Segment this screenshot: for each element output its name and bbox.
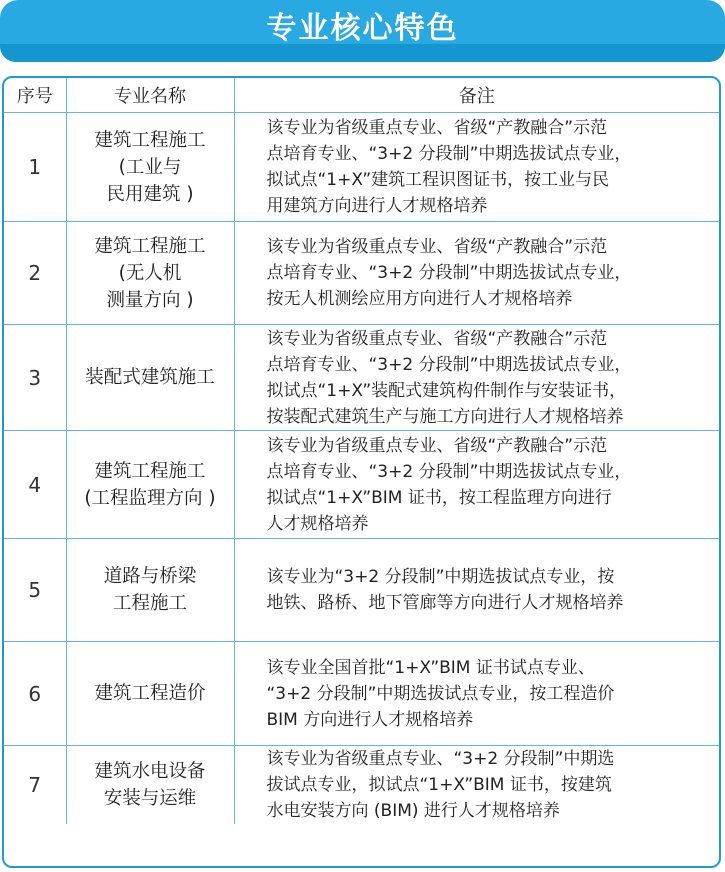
major-name-line: 工程施工 (112, 593, 187, 614)
majors-table-frame (2, 76, 721, 868)
header-index: 序号 (4, 78, 66, 113)
row-note (234, 539, 719, 642)
row-note (234, 746, 719, 825)
note-line: 点培育专业、“3+2 分段制”中期选拔试点专业， (266, 144, 632, 164)
banner-title: 专业核心特色 (266, 11, 459, 46)
note-line: 点培育专业、“3+2 分段制”中期选拔试点专业， (266, 263, 632, 283)
row-index: 2 (4, 222, 66, 325)
note-line: 地铁、路桥、地下管廊等方向进行人才规格培养 (266, 593, 624, 613)
note-line: 该专业为省级重点专业、省级“产教融合”示范 (266, 237, 608, 257)
note-line: 该专业全国首批“1+X”BIM 证书试点专业、 (266, 657, 595, 678)
table-row (4, 325, 719, 431)
note-line: 拟试点“1+X”建筑工程识图证书，按工业与民 (266, 170, 610, 190)
row-major-name (66, 113, 234, 222)
row-index: 7 (4, 746, 66, 825)
major-name-line: 安装与运维 (103, 788, 197, 809)
note-line: 点培育专业、“3+2 分段制”中期选拔试点专业， (266, 354, 632, 375)
table-row (4, 746, 719, 825)
major-name-line: 装配式建筑施工 (85, 367, 215, 388)
note-line: 拟试点“1+X”装配式建筑构件制作与安装证书， (266, 380, 627, 401)
note-line: 该专业为省级重点专业、省级“产教融合”示范 (266, 435, 608, 456)
section-banner (0, 0, 725, 62)
note-line: 该专业为省级重点专业、“3+2 分段制”中期选 (266, 749, 615, 769)
table-row (4, 222, 719, 325)
row-note (234, 642, 719, 746)
row-note (234, 222, 719, 325)
table-row (4, 642, 719, 746)
note-line: 该专业为省级重点专业、省级“产教融合”示范 (266, 118, 608, 138)
major-name-line: 民用建筑 ) (106, 183, 194, 205)
major-name-line: 测量方向 ) (106, 289, 194, 311)
row-note (234, 325, 719, 431)
major-name-line: (工程监理方向 ) (84, 487, 216, 509)
row-major-name (66, 746, 234, 825)
note-line: 该专业为省级重点专业、省级“产教融合”示范 (266, 328, 608, 349)
row-major-name (66, 431, 234, 539)
header-note: 备注 (234, 78, 719, 113)
row-major-name (66, 222, 234, 325)
row-index: 6 (4, 642, 66, 746)
row-index: 4 (4, 431, 66, 539)
major-name-line: (工业与 (118, 156, 182, 178)
note-line: 人才规格培养 (266, 513, 369, 534)
table-row (4, 113, 719, 222)
row-note (234, 431, 719, 539)
note-line: “3+2 分段制”中期选拔试点专业，按工程造价 (266, 683, 615, 704)
major-name-line: 建筑工程施工 (94, 460, 206, 482)
major-name-line: 道路与桥梁 (103, 566, 197, 587)
note-line: 用建筑方向进行人才规格培养 (266, 196, 488, 216)
note-line: 水电安装方向 (BIM) 进行人才规格培养 (266, 801, 560, 821)
major-name-line: 建筑工程造价 (94, 683, 206, 704)
header-name: 专业名称 (66, 78, 234, 113)
note-line: 拔试点专业，拟试点“1+X”BIM 证书，按建筑 (266, 775, 612, 795)
note-line: 点培育专业、“3+2 分段制”中期选拔试点专业， (266, 461, 632, 482)
row-index: 1 (4, 113, 66, 222)
major-name-line: (无人机 (118, 262, 182, 284)
note-line: 按装配式建筑生产与施工方向进行人才规格培养 (266, 406, 624, 427)
majors-table (4, 78, 719, 824)
row-index: 5 (4, 539, 66, 642)
row-index: 3 (4, 325, 66, 431)
major-name-line: 建筑工程施工 (94, 235, 206, 257)
note-line: 按无人机测绘应用方向进行人才规格培养 (266, 289, 573, 309)
note-line: 拟试点“1+X”BIM 证书，按工程监理方向进行 (266, 487, 612, 508)
table-row (4, 539, 719, 642)
row-major-name (66, 642, 234, 746)
row-major-name (66, 539, 234, 642)
table-header-row (4, 78, 719, 113)
major-name-line: 建筑工程施工 (94, 129, 206, 151)
note-line: BIM 方向进行人才规格培养 (266, 709, 474, 730)
table-row (4, 431, 719, 539)
row-major-name (66, 325, 234, 431)
major-name-line: 建筑水电设备 (94, 761, 206, 782)
row-note (234, 113, 719, 222)
note-line: 该专业为“3+2 分段制”中期选拔试点专业，按 (266, 567, 615, 587)
